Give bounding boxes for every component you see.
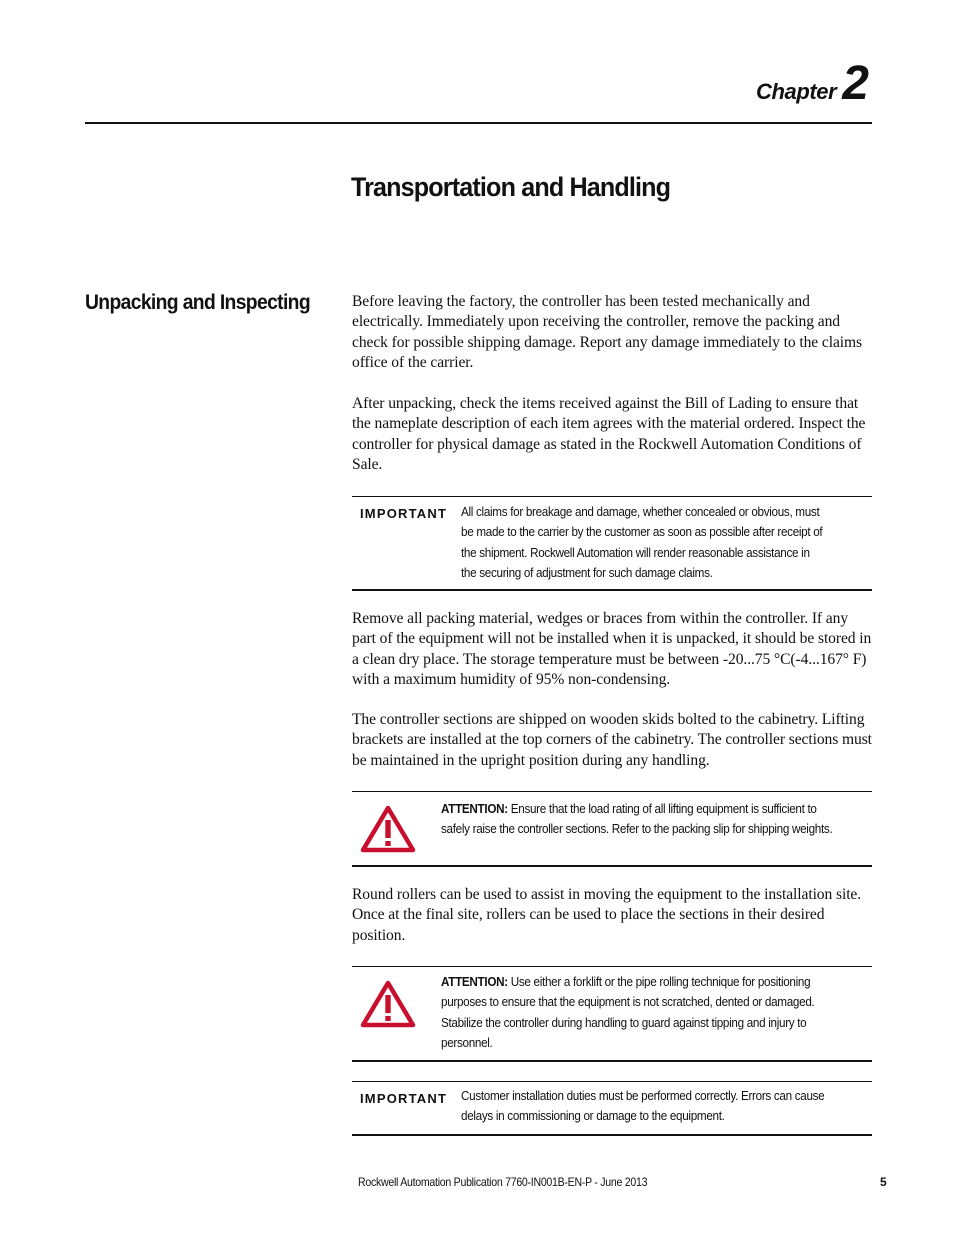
attention-body: Ensure that the load rating of all lifting equipment is sufficient to safely raise the controller sections. Refer to the packing slip for shipping weights.	[441, 801, 833, 837]
warning-triangle-icon	[360, 805, 416, 853]
body-paragraph: The controller sections are shipped on wooden skids bolted to the cabinetry. Lifting brackets are installed at the top corners of the cabinetry. The controller sections must be maintained in the upright position during any handling.	[352, 711, 872, 769]
section-heading: Unpacking and Inspecting	[85, 291, 310, 314]
important-label: IMPORTANT	[360, 506, 448, 521]
warning-triangle-icon	[360, 980, 416, 1028]
publication-info: Rockwell Automation Publication 7760-IN001B-EN-P - June 2013	[358, 1175, 648, 1189]
important-label: IMPORTANT	[360, 1091, 448, 1106]
attention-label: ATTENTION:	[441, 801, 508, 816]
body-paragraph: Remove all packing material, wedges or braces from within the controller. If any part of the equipment will not be installed when it is unpacked, it should be stored in a clean dry place. The storage temperature must be between -20...75 °C(-4...167° F) with a maximum humidity of 95% non-condensing.	[352, 610, 872, 689]
page-title: Transportation and Handling	[351, 172, 671, 202]
chapter-number: 2	[842, 57, 868, 110]
attention-text	[441, 799, 835, 840]
attention-label: ATTENTION:	[441, 974, 508, 989]
chapter-label: Chapter	[755, 79, 837, 104]
body-paragraph: Before leaving the factory, the controller has been tested mechanically and electrically. Immediately upon receiving the controller, remove the packing and check for possible shipping damage. Report any damage immediately to the claims office of the carrier.	[352, 293, 863, 372]
header-rule	[85, 122, 872, 124]
body-paragraph: Round rollers can be used to assist in moving the equipment to the installation site. Once at the final site, rollers can be used to place the sections in their desired position.	[352, 886, 862, 944]
important-notice	[352, 1081, 872, 1136]
page-number: 5	[880, 1175, 887, 1189]
attention-body: Use either a forklift or the pipe rolling technique for positioning purposes to ensure that the equipment is not scratched, dented or damaged. Stabilize the controller during handling to guard against tipping and injury to personnel.	[441, 974, 815, 1050]
attention-notice	[352, 791, 872, 867]
body-paragraph: After unpacking, check the items received against the Bill of Lading to ensure that the nameplate description of each item agrees with the material ordered. Inspect the controller for physical damage as stated in the Rockwell Automation Conditions of Sale.	[352, 395, 866, 474]
important-text: Customer installation duties must be performed correctly. Errors can cause delays in commissioning or damage to the equipment.	[461, 1088, 825, 1124]
important-notice	[352, 496, 872, 591]
attention-text	[441, 972, 835, 1053]
chapter-heading	[755, 57, 868, 110]
important-text: All claims for breakage and damage, whether concealed or obvious, must be made to the carrier by the customer as soon as possible after receipt of the shipment. Rockwell Automation will render reasonable assistance in the securing of adjustment for such damage claims.	[461, 504, 823, 580]
attention-notice	[352, 966, 872, 1062]
